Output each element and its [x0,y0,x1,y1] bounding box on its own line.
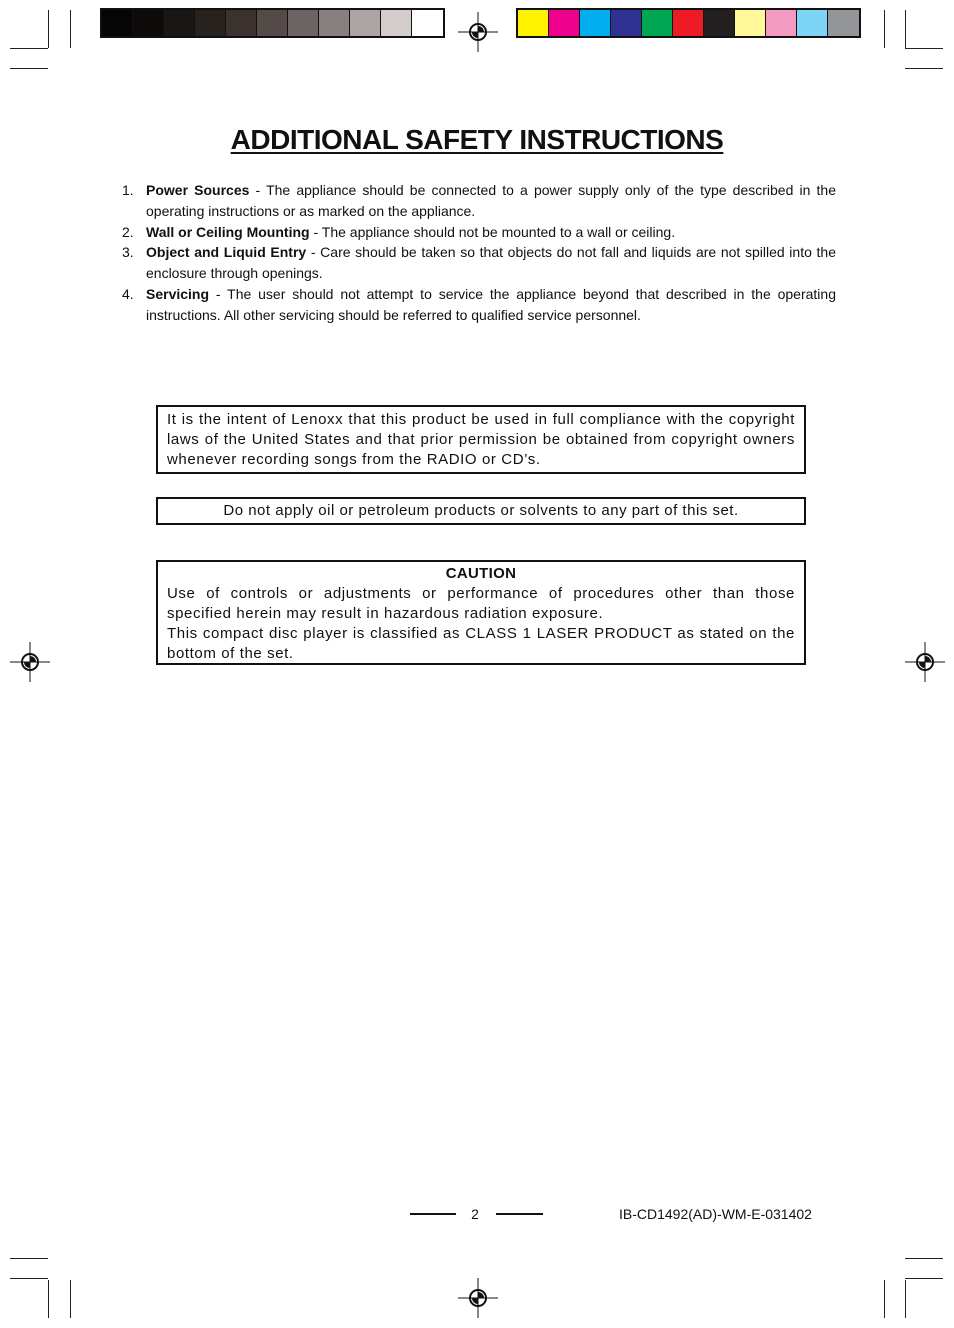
color-swatch [226,10,257,36]
instruction-body [146,180,836,222]
color-swatch [611,10,642,36]
registration-mark-icon [458,1278,498,1318]
crop-mark [905,1280,906,1318]
color-swatch [288,10,319,36]
color-swatch [797,10,828,36]
crop-mark [10,1258,48,1259]
caution-title: CAUTION [445,565,517,582]
instruction-item [122,222,836,243]
caution-box [156,560,806,665]
instruction-text: - The appliance should be connected to a power supply only of the type described in the operating instructions or as marked on the appliance. [146,182,837,219]
instruction-number: 3. [122,244,134,261]
instruction-item [122,284,836,326]
caution-text: Use of controls or adjustments or performance of procedures other than those specified herein may result in hazardous radiation exposure. [167,585,795,622]
instruction-body [146,222,836,243]
footer-rule [410,1213,456,1215]
instruction-body [146,284,836,326]
registration-mark-icon [458,12,498,52]
color-swatch [735,10,766,36]
instruction-number: 2. [122,223,134,240]
instruction-heading: Servicing [146,285,210,302]
color-swatch [133,10,164,36]
caution-text: This compact disc player is classified as CLASS 1 LASER PRODUCT as stated on the bottom of the set. [167,625,795,662]
crop-mark [884,1280,885,1318]
oil-warning-box: Do not apply oil or petroleum products or solvents to any part of this set. [156,497,806,525]
color-swatch [257,10,288,36]
instruction-heading: Power Sources [146,182,250,198]
crop-mark [10,68,48,69]
crop-mark [884,10,885,48]
instruction-item [122,242,836,284]
color-swatch [412,10,443,36]
color-swatch [766,10,797,36]
instruction-text: - The user should not attempt to service the appliance beyond that described in the operating instructions. All other servicing should be referred to qualified service personnel. [146,285,836,323]
crop-mark [905,10,906,48]
crop-mark [10,1278,48,1279]
copyright-notice-box: It is the intent of Lenoxx that this product be used in full compliance with the copyright laws of the United States and that prior permission be obtained from copyright owners whenever recording songs from the RADIO or CD’s. [156,405,806,474]
color-swatch [518,10,549,36]
grayscale-color-bar [100,8,445,38]
page-title: ADDITIONAL SAFETY INSTRUCTIONS [230,124,724,155]
registration-mark-icon [905,642,945,682]
instruction-number: 1. [122,182,134,198]
crop-mark [905,1258,943,1259]
color-swatch [673,10,704,36]
instruction-item [122,180,836,222]
crop-mark [905,48,943,49]
page-number: 2 [471,1206,479,1222]
crop-mark [48,1280,49,1318]
crop-mark [905,68,943,69]
instruction-text: - The appliance should not be mounted to a wall or ceiling. [309,223,676,240]
instruction-body [146,242,836,284]
color-swatch [195,10,226,36]
color-swatch [319,10,350,36]
color-swatch [704,10,735,36]
crop-mark [70,1280,71,1318]
instruction-heading: Object and Liquid Entry [146,244,307,261]
color-swatch [549,10,580,36]
color-swatch [102,10,133,36]
color-swatch [164,10,195,36]
instruction-heading: Wall or Ceiling Mounting [146,223,310,240]
crop-mark [10,48,48,49]
instruction-list [122,180,836,326]
process-color-bar [516,8,861,38]
registration-mark-icon [10,642,50,682]
instruction-number: 4. [122,285,134,302]
crop-mark [70,10,71,48]
color-swatch [642,10,673,36]
crop-mark [905,1278,943,1279]
crop-mark [48,10,49,48]
footer-rule [496,1213,543,1215]
color-swatch [580,10,611,36]
color-swatch [350,10,381,36]
color-swatch [828,10,859,36]
instruction-text: - Care should be taken so that objects do not fall and liquids are not spilled into the enclosure through openings. [146,244,836,282]
document-code: IB-CD1492(AD)-WM-E-031402 [619,1206,812,1222]
color-swatch [381,10,412,36]
